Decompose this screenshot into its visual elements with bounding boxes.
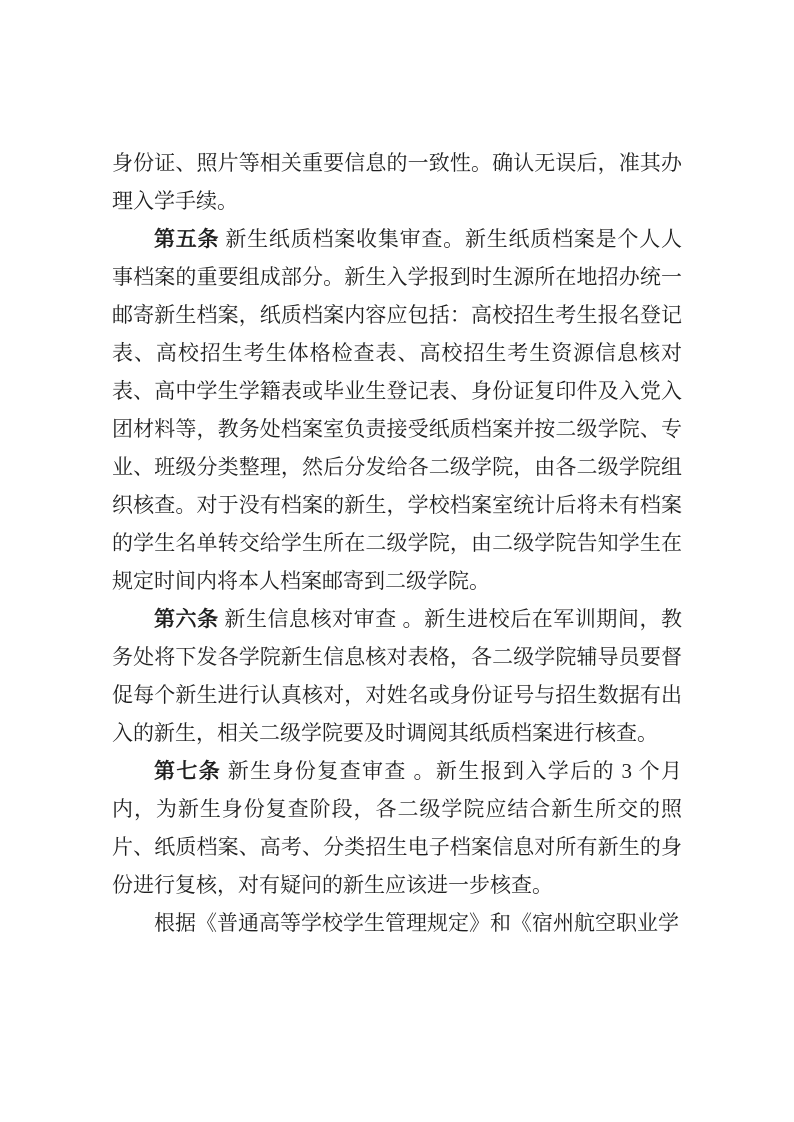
article-number: 第七条 (154, 759, 222, 783)
body-text-run: 新生纸质档案收集审查。新生纸质档案是个人人事档案的重要组成部分。新生入学报到时生源所在地招办统一邮寄新生档案，纸质档案内容应包括：高校招生考生报名登记表、高校招生考生体格检查表、高校招生考生资源信息核对表、高中学生学籍表或毕业生登记表、身份证复印件及入党入团材料等，教务处档案室负责接受纸质档案并按二级学院、专业、班级分类整理，然后分发给各二级学院，由各二级学院组织核查。对于没有档案的新生，学校档案室统计后将未有档案的学生名单转交给学生所在二级学院，由二级学院告知学生在规定时间内将本人档案邮寄到二级学院。 (112, 227, 682, 593)
body-text-run: 根据《普通高等学校学生管理规定》和《宿州航空职业学 (154, 911, 679, 935)
body-text-run: 身份证、照片等相关重要信息的一致性。确认无误后，准其办理入学手续。 (112, 151, 682, 213)
body-text-run: 新生身份复查审查 。新生报到入学后的 3 个月内，为新生身份复查阶段，各二级学院应结合新生所交的照片、纸质档案、高考、分类招生电子档案信息对所有新生的身份进行复核，对有疑问的新生应该进一步核查。 (112, 759, 682, 897)
article-number: 第五条 (154, 227, 220, 251)
document-body (112, 144, 682, 942)
article-7-paragraph (112, 752, 682, 904)
continuation-paragraph (112, 144, 682, 220)
article-5-paragraph (112, 220, 682, 600)
article-6-paragraph (112, 600, 682, 752)
body-text-run: 新生信息核对审查 。新生进校后在军训期间，教务处将下发各学院新生信息核对表格，各二级学院辅导员要督促每个新生进行认真核对，对姓名或身份证号与招生数据有出入的新生，相关二级学院要及时调阅其纸质档案进行核查。 (112, 607, 683, 745)
article-number: 第六条 (154, 607, 219, 631)
closing-paragraph (112, 904, 682, 942)
